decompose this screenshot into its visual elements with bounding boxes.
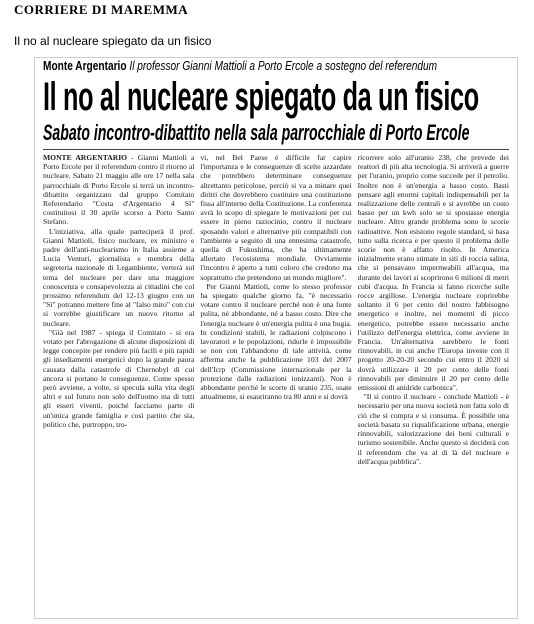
overline <box>43 58 511 74</box>
article-body <box>43 153 509 615</box>
paragraph <box>200 153 351 282</box>
newspaper-source: CORRIERE DI MAREMMA <box>14 2 189 17</box>
paragraph-text: "Già nel 1987 - spiega il Comitato - si era votato per l'abrogazione di alcune disposizioni di legge concepite per rendere più facili e più rapidi gli insediamenti energetici dopo la grande paura causata dalla catastrofe di Chernobyl di cui ancora si portano le conseguenze. Come spesso però avviene, a volte, si specula sulla vita degli altri e sul futuro non solo dell'uomo ma di tutti gli esseri viventi, poiché facciamo parte di un'unica grande famiglia e così partito che sia, politico che, purtroppo, tro- <box>43 327 195 429</box>
column-2 <box>200 153 351 615</box>
overline-text: Il professor Gianni Mattioli a Porto Ercole a sostegno del referendum <box>129 58 438 73</box>
paragraph <box>43 328 194 429</box>
paragraph-text: ricorrere solo all'uranio 238, che prevede dei reattori di più alta tecnologia. Si arriverà a guerre per l'uranio, proprio come succede per il petrolio. Inoltre non è un'energia a basso costo. Basti pensare agli enormi capitali indispensabili per la realizzazione delle centrali e si avrebbe un costo basso per un kwh solo se si spostasse energia nucleare. Altro grande problema sono le scorie radioattive. Non esistono regole standard, si basa tutto sulla ricerca e per questo il problema delle scorie non è affatto risolto. In America inizialmente erano stimate in siti di roccia salina, che si pensavano impermeabili all'acqua, ma durante dei lavori si scoprirono 6 milioni di metri cubi d'acqua. In Francia si fanno ricerche sulle rocce argillose. L'energia nucleare coprirebbe soltanto il 6 per cento del nostro fabbisogno energetico e inoltre, nei momenti di picco energetico, potrebbe essere necessario anche l'utilizzo dell'energia elettrica, come avviene in Francia. Un'alternativa sarebbero le fonti rinnovabili, in cui anche l'Europa investe con il progetto 20-20-20 secondo cui entro il 2020 si dovrà utilizzare il 20 per cento delle fonti rinnovabili per diminuire il 20 per cento delle emissioni di anidride carbonica". <box>357 153 509 393</box>
newspaper-clipping <box>34 57 518 619</box>
headline: Il no al nucleare spiegato da un fisico <box>43 75 479 119</box>
kicker: Monte Argentario <box>43 58 127 73</box>
paragraph <box>200 282 351 402</box>
paragraph <box>358 392 509 466</box>
page-caption: Il no al nucleare spiegato da un fisico <box>14 34 212 48</box>
paragraph-text: vi, nel Bel Paese è difficile far capire l'importanza e le conseguenze di scelte azzardate che potrebbero determinare conseguenze altrettanto pericolose, perciò si va a minare quei diritti che dovrebbero costituire una costituzione fissa all'interno della Costituzione. La conferenza avrà lo scopo di spiegare le motivazioni per cui essere in pieno raziocinio, contro il nucleare sposando valori e alternative più compatibili con l'ambiente a seguito di una ennesima catastrofe, quella di Fukushima, che ha ultimamente allertato l'ecosistema mondiale. Ovviamente l'incontro è aperto a tutti coloro che credono ma soprattutto che pretendono un mondo migliore". <box>200 153 352 282</box>
paragraph <box>43 227 194 328</box>
paragraph-text: L'iniziativa, alla quale parteciperà il prof. Gianni Mattioli, fisico nucleare, ex ministro e padre dell'anti-nuclearismo in Italia assieme a Lucia Venturi, giornalista e membra della segreteria nazionale di Legambiente, verterà sul tema del nucleare per dare una maggiore conoscenza e consapevolezza ai cittadini che col prossimo referendum del 12-13 giugno con un "Sì" potranno mettere fine al "falso mito" con cui si vorrebbe giustificare un nuovo ritorno al nucleare. <box>43 226 195 328</box>
dateline: MONTE ARGENTARIO <box>43 153 128 162</box>
paragraph-text: "Il sì contro il nucleare - conclude Mattioli - è necessario per una nuova società non fatta solo di ciò che si compra e si consuma. È possibile una società basata su riqualificazione urbana, energie rinnovabili, valorizzazione dei beni culturali e turismo sostenibile. Anche questo si deciderà con il referendum che va al di là del nucleare e dell'acqua pubblica". <box>357 392 509 466</box>
column-1 <box>43 153 194 615</box>
paragraph <box>43 153 194 227</box>
divider <box>43 149 509 150</box>
column-3 <box>358 153 509 615</box>
subheadline: Sabato incontro-dibattito nella sala parrocchiale di Porto Ercole <box>43 120 470 145</box>
paragraph-text: - Gianni Mattioli a Porto Ercole per il referendum contro il ritorno al nucleare. Sabato 21 maggio alle ore 17 nella sala parrocchiale di Porto Ercole si terrà un incontro-dibattito organizzato dal gruppo Comitato Referendario "Costa d'Argentario 4 Sì" costituitosi il 30 aprile scorso a Porto Santo Stefano. <box>43 153 195 227</box>
paragraph-text: Per Gianni Mattioli, come lo stesso professor ha spiegato qualche giorno fa, "è necessario votare contro il nucleare perché non è una fonte pulita, né abbondante, né a basso costo. Dire che l'energia nucleare è un'energia pulita è una bugia. In condizioni stabili, le radiazioni colpiscono i lavoratori e le popolazioni, ridurle è impossibile se non con l'abbandono di tale attività, come afferma anche la pubblicazione 103 del 2007 dell'Icrp (Commissione internazionale per la protezione dalle radiazioni ionizzanti). Non è abbondante perché le scorte di uranio 235, usate attualmente, si esauriranno tra 80 anni e si dovrà <box>200 281 352 402</box>
paragraph <box>358 153 509 392</box>
